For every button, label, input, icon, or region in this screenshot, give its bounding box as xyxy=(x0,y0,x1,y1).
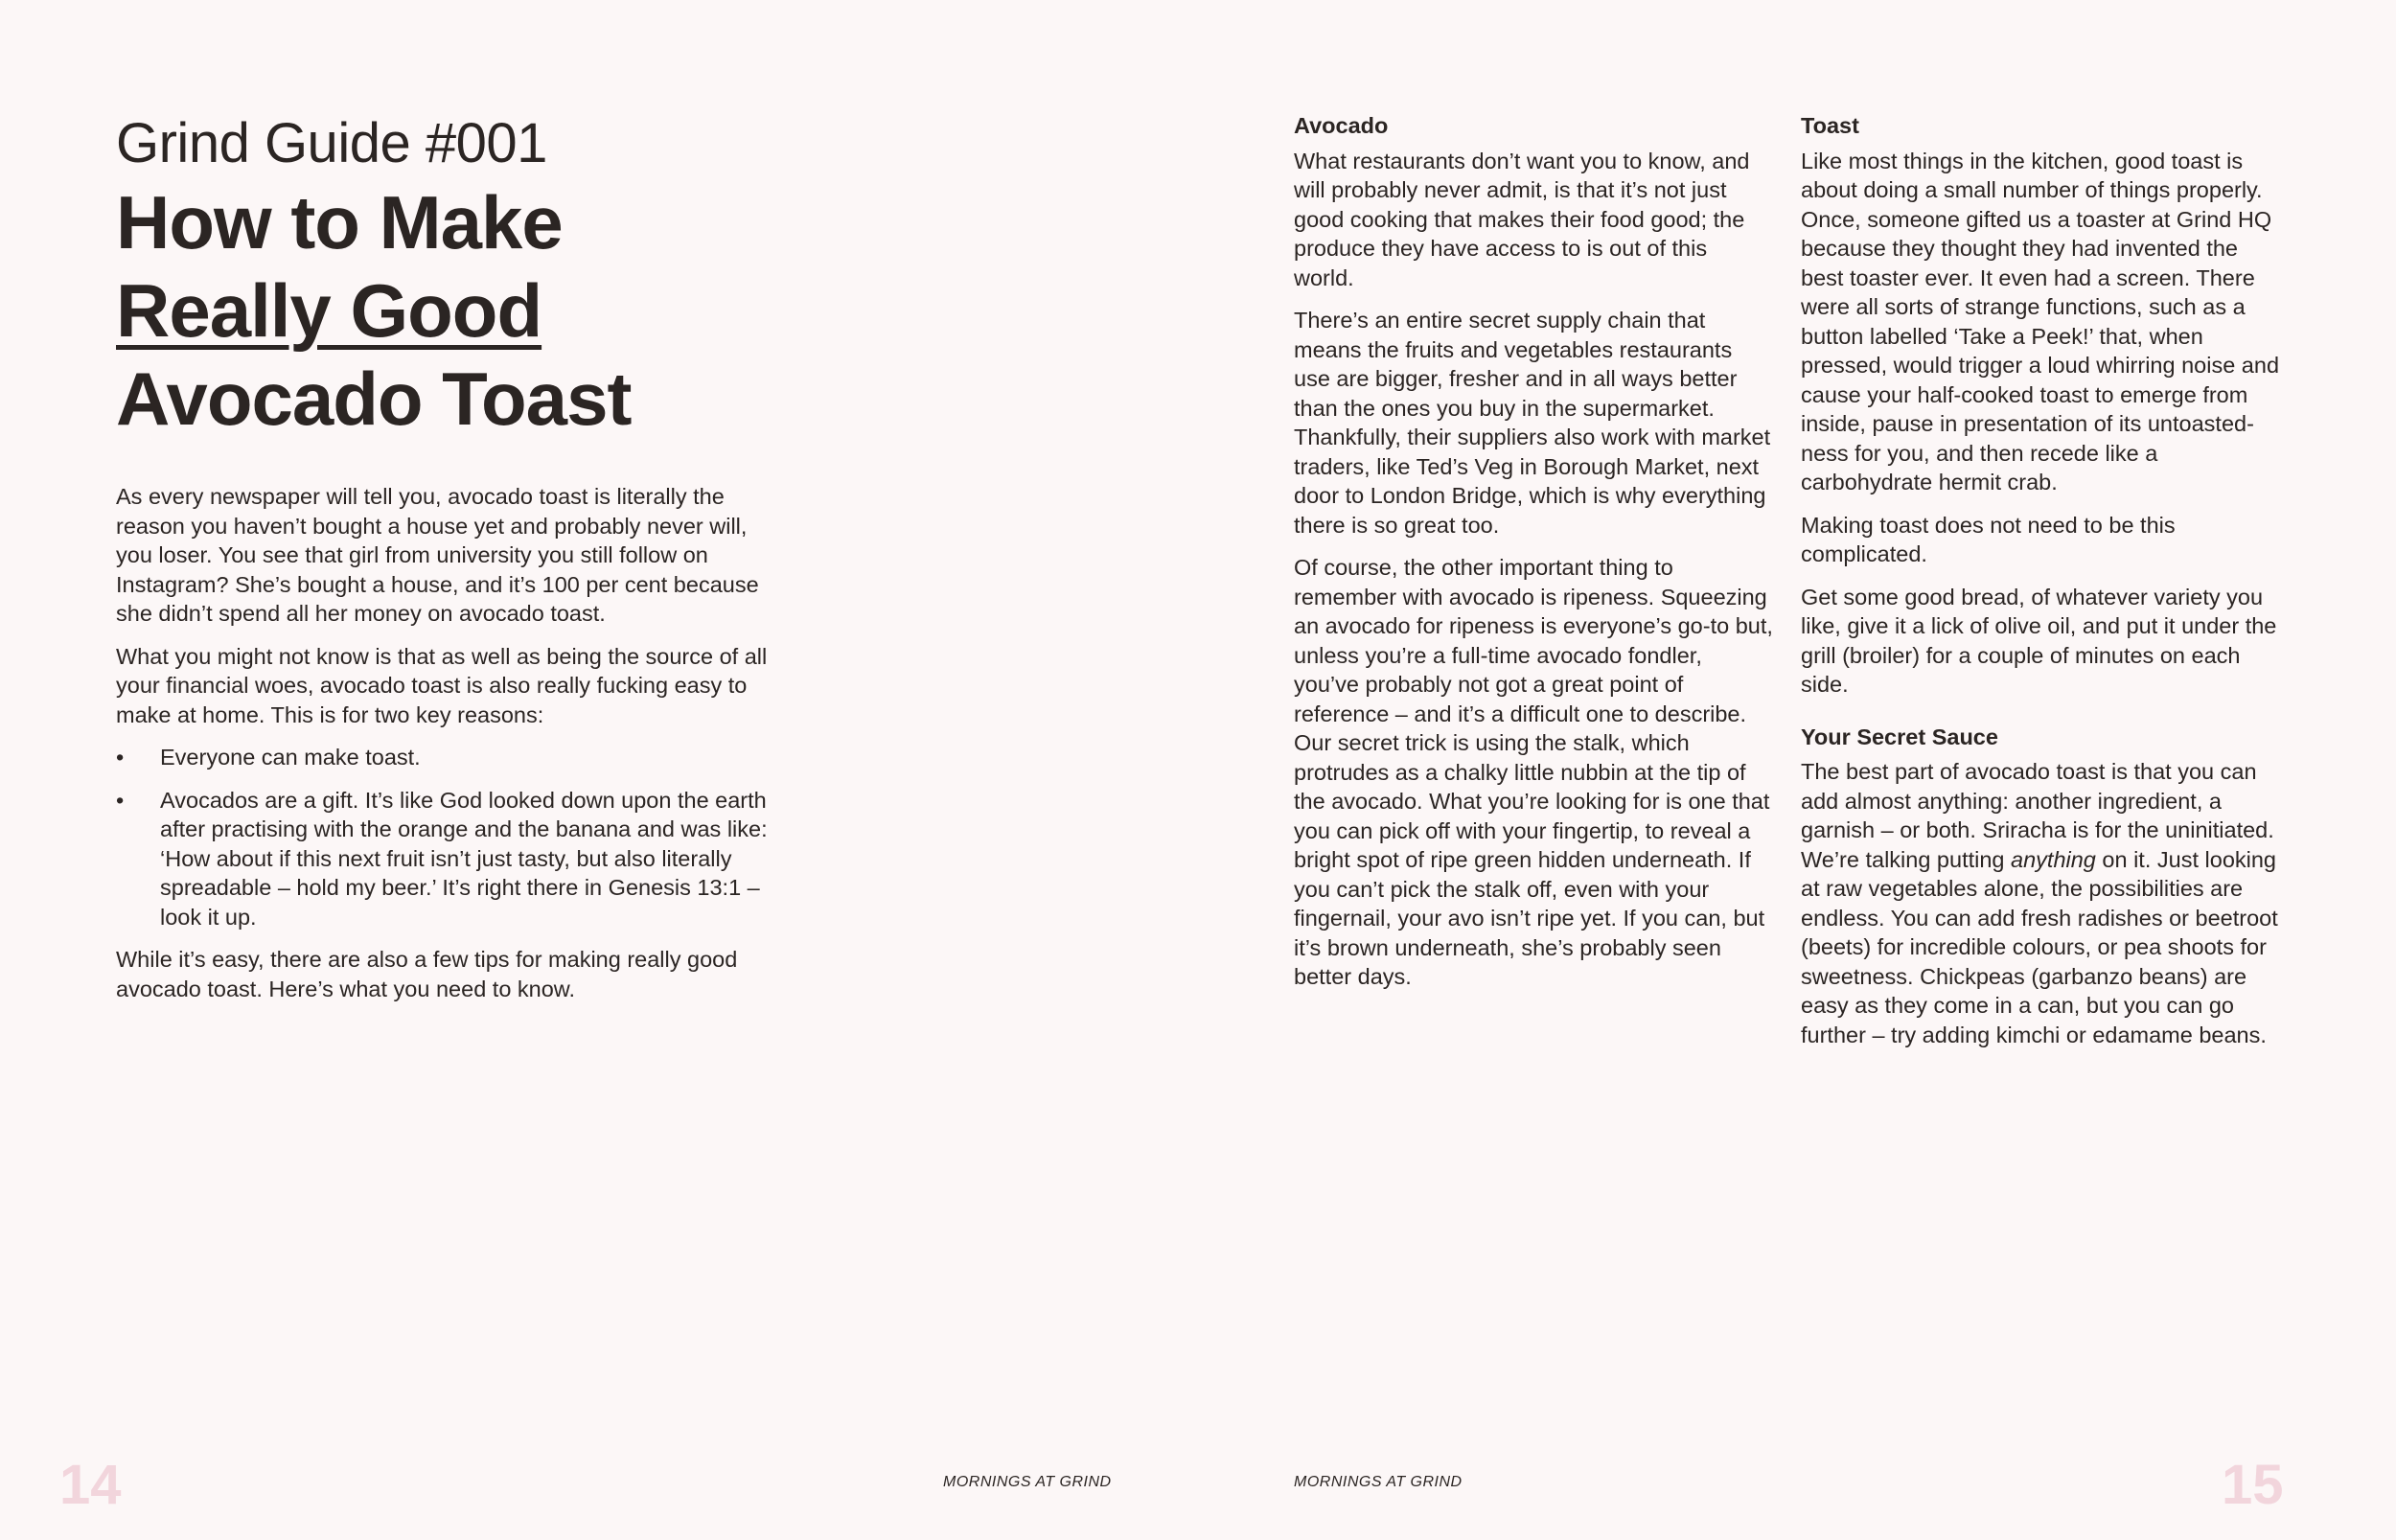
right-page xyxy=(1198,0,2396,1540)
list-item-text: Everyone can make toast. xyxy=(160,745,421,770)
sauce-paragraph xyxy=(1801,757,2280,1049)
list-item xyxy=(116,786,777,932)
intro-paragraph-1: As every newspaper will tell you, avocado toast is literally the reason you haven’t bought a house yet and probably never will, you loser. You see that girl from university you still follow on Instagram? She’s bought a house, and it’s 100 per cent because she didn’t spend all her money on avocado toast. xyxy=(116,484,759,626)
column-avocado xyxy=(1294,111,1773,1005)
reasons-list xyxy=(116,743,777,931)
title-line-2: Really Good xyxy=(116,268,542,353)
avocado-paragraph-3: Of course, the other important thing to remember with avocado is ripeness. Squeezing an avocado for ripeness is everyone’s go-to but, unless you’re a full-time avocado fondler, you’ve probably not got a great point of reference – and it’s a difficult one to describe. Our secret trick is using the stalk, which protrudes as a chalky little nubbin at the tip of the avocado. What you’re looking for is one that you can pick off with your fingertip, to reveal a bright spot of ripe green hidden underneath. If you can’t pick the stalk off, even with your fingernail, your avo isn’t ripe yet. If you can, but it’s brown underneath, she’s probably seen better days. xyxy=(1294,555,1773,989)
section-heading-secret-sauce: Your Secret Sauce xyxy=(1801,724,1998,749)
list-item-text: Avocados are a gift. It’s like God looked down upon the earth after practising with the orange and the banana and was like: ‘How about if this next fruit isn’t just tasty, but also literally spreadable – hold my beer.’ It’s right there in Genesis 13:1 – look it up. xyxy=(160,787,768,930)
toast-paragraph-3: Get some good bread, of whatever variety you like, give it a lick of olive oil, and put it under the grill (broiler) for a couple of minutes on each side. xyxy=(1801,584,2277,697)
page-number-right: 15 xyxy=(2222,1454,2284,1516)
page-title xyxy=(116,178,631,443)
intro-section xyxy=(116,482,777,1017)
avocado-paragraph-1: What restaurants don’t want you to know, and will probably never admit, is that it’s not just good cooking that makes their food good; the produce they have access to is out of this world. xyxy=(1294,148,1750,290)
title-line-1: How to Make xyxy=(116,180,563,264)
page-number-left: 14 xyxy=(59,1454,122,1516)
running-footer-right: MORNINGS AT GRIND xyxy=(1294,1474,1463,1490)
title-line-3: Avocado Toast xyxy=(116,356,632,441)
list-item xyxy=(116,743,777,772)
toast-paragraph-2: Making toast does not need to be this complicated. xyxy=(1801,512,2176,566)
section-heading-toast: Toast xyxy=(1801,113,1859,138)
bullet-marker: • xyxy=(116,787,125,813)
sauce-text-end: on it. Just looking at raw vegetables alone, the possibilities are endless. You can add fresh radishes or beetroot (beets) for incredible colours, or pea shoots for sweetness. Chickpeas (garbanzo beans) are easy as they come in a can, but you can go further – try adding kimchi or edamame beans. xyxy=(1801,846,2278,1047)
running-footer-left: MORNINGS AT GRIND xyxy=(943,1474,1112,1490)
avocado-paragraph-2: There’s an entire secret supply chain that means the fruits and vegetables restaurants use are bigger, fresher and in all ways better than the ones you buy in the supermarket. Thankfully, their suppliers also work with market traders, like Ted’s Veg in Borough Market, next door to London Bridge, which is why everything there is so great too. xyxy=(1294,308,1771,538)
column-toast xyxy=(1801,111,2280,1063)
sauce-text-start: The best part of avocado toast is that you can add almost anything: another ingredient, a garnish – or both. Sriracha is for the uninitiated. We’re talking putting xyxy=(1801,759,2274,872)
guide-kicker: Grind Guide #001 xyxy=(116,112,547,174)
section-heading-avocado: Avocado xyxy=(1294,113,1389,138)
sauce-emphasis: anything xyxy=(2011,846,2096,872)
bullet-marker: • xyxy=(116,745,125,770)
intro-paragraph-3: While it’s easy, there are also a few tips for making really good avocado toast. Here’s what you need to know. xyxy=(116,947,738,1001)
toast-paragraph-1: Like most things in the kitchen, good toast is about doing a small number of things properly. Once, someone gifted us a toaster at Grind HQ because they thought they had invented the best toaster ever. It even had a screen. There were all sorts of strange functions, such as a button labelled ‘Take a Peek!’ that, when pressed, would trigger a loud whirring noise and cause your half-cooked toast to emerge from inside, pause in presentation of its untoasted-ness for you, and then recede like a carbohydrate hermit crab. xyxy=(1801,148,2280,494)
intro-paragraph-2: What you might not know is that as well as being the source of all your financial woes, avocado toast is also really fucking easy to make at home. This is for two key reasons: xyxy=(116,643,768,727)
